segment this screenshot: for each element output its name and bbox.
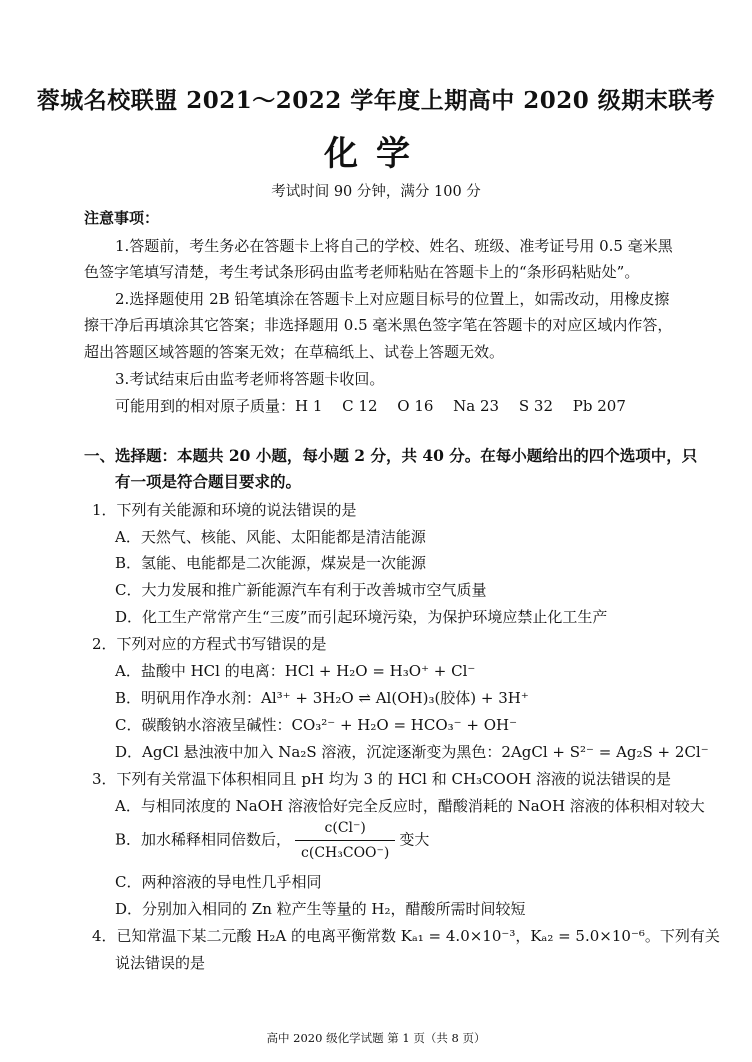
note-line: 色签字笔填写清楚，考生考试条形码由监考老师粘贴在答题卡上的“条形码粘贴处”。 [84,263,640,281]
note-line: 1.答题前，考生务必在答题卡上将自己的学校、姓名、班级、准考证号用 0.5 毫米黑 [115,237,673,255]
section-heading-cont: 有一项是符合题目要求的。 [115,472,302,491]
question-2-option-c: C．碳酸钠水溶液呈碱性：CO₃²⁻ + H₂O = HCO₃⁻ + OH⁻ [115,716,517,734]
note-line: 超出答题区域答题的答案无效；在草稿纸上、试卷上答题无效。 [84,343,505,361]
subject-title: 化学 [324,134,428,174]
question-2-option-d: D．AgCl 悬浊液中加入 Na₂S 溶液，沉淀逐渐变为黑色：2AgCl + S²⁻ = Ag₂S + 2Cl⁻ [115,743,709,761]
question-1-option-c: C．大力发展和推广新能源汽车有利于改善城市空气质量 [115,581,487,599]
note-line: 擦干净后再填涂其它答案；非选择题用 0.5 毫米黑色签字笔在答题卡的对应区域内作答， [84,316,673,334]
option-b-prefix: B．加水稀释相同倍数后， [115,830,292,849]
note-line: 2.选择题使用 2B 铅笔填涂在答题卡上对应题目标号的位置上，如需改动，用橡皮擦 [115,290,670,308]
question-3-option-b [115,818,429,863]
question-1-option-d: D．化工生产常常产生“三废”而引起环境污染，为保护环境应禁止化工生产 [115,608,608,626]
concentration-fraction [295,818,395,863]
question-3-option-d: D．分别加入相同的 Zn 粒产生等量的 H₂，醋酸所需时间较短 [115,900,526,918]
question-3-option-a: A．与相同浓度的 NaOH 溶液恰好完全反应时，醋酸消耗的 NaOH 溶液的体积相对较大 [115,797,705,815]
question-2-option-a: A．盐酸中 HCl 的电离：HCl + H₂O = H₃O⁺ + Cl⁻ [115,662,476,680]
page-footer: 高中 2020 级化学试题 第 1 页（共 8 页） [266,1031,486,1045]
question-4-stem: 4．已知常温下某二元酸 H₂A 的电离平衡常数 Kₐ₁ = 4.0×10⁻³，Kₐ₂ = 5.0×10⁻⁶。下列有关 [92,927,720,945]
fraction-denominator: c(CH₃COO⁻) [301,845,390,861]
exam-info: 考试时间 90 分钟，满分 100 分 [271,184,481,200]
question-3-stem: 3．下列有关常温下体积相同且 pH 均为 3 的 HCl 和 CH₃COOH 溶液的说法错误的是 [92,770,671,788]
question-2-stem: 2．下列对应的方程式书写错误的是 [92,635,327,653]
question-1-option-a: A．天然气、核能、风能、太阳能都是清洁能源 [115,528,426,546]
question-3-option-c: C．两种溶液的导电性几乎相同 [115,873,322,891]
question-2-option-b: B．明矾用作净水剂：Al³⁺ + 3H₂O ⇌ Al(OH)₃(胶体) + 3H⁺ [115,689,529,707]
question-1-option-b: B．氢能、电能都是二次能源，煤炭是一次能源 [115,554,427,572]
note-line: 3.考试结束后由监考老师将答题卡收回。 [115,370,385,388]
exam-title: 蓉城名校联盟 2021～2022 学年度上期高中 2020 级期末联考 [36,87,716,114]
section-heading: 一、选择题：本题共 20 小题，每小题 2 分，共 40 分。在每小题给出的四个选项中，只 [84,446,698,465]
question-1-stem: 1．下列有关能源和环境的说法错误的是 [92,501,357,519]
question-4-stem-cont: 说法错误的是 [115,954,206,972]
notes-heading: 注意事项： [84,209,160,227]
atomic-masses: 可能用到的相对原子质量：H 1 C 12 O 16 Na 23 S 32 Pb 207 [115,397,626,415]
option-b-suffix: 变大 [399,830,430,849]
fraction-numerator: c(Cl⁻) [295,818,395,841]
